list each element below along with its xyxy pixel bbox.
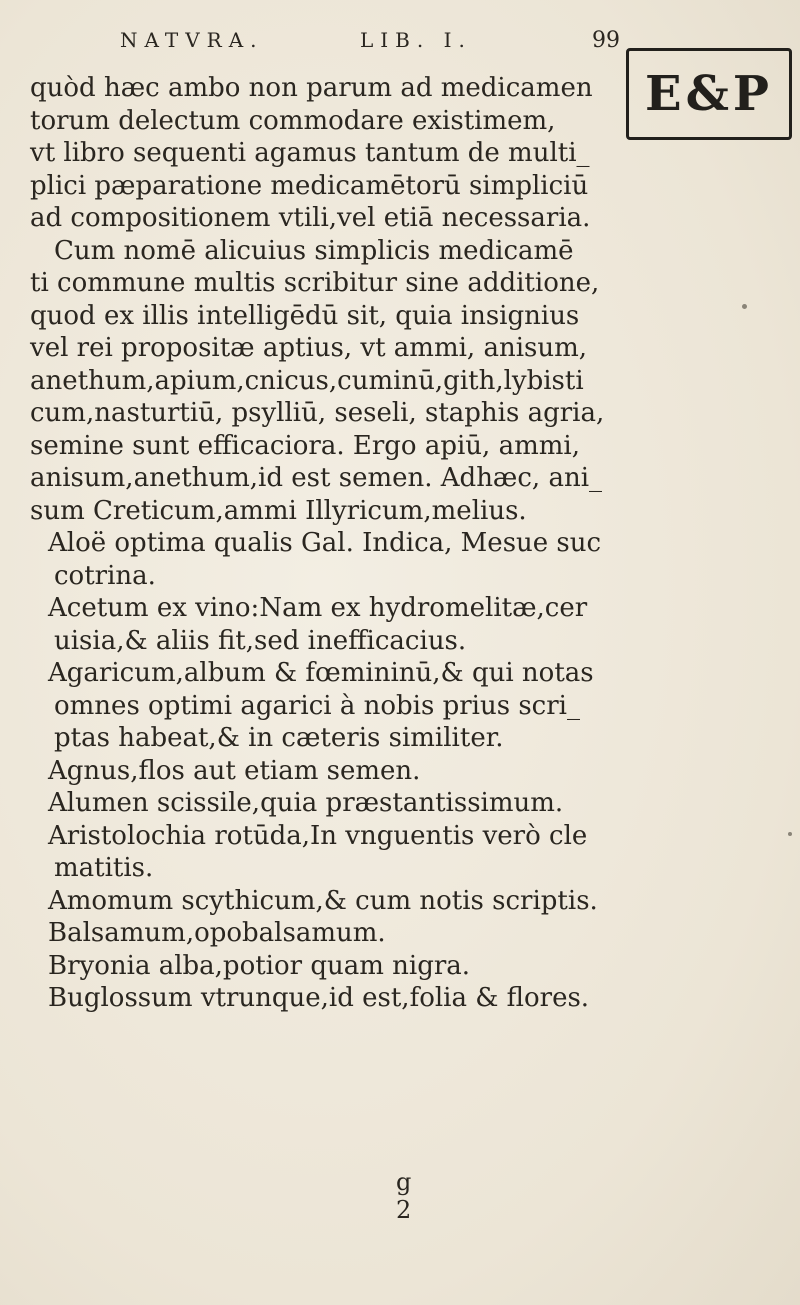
- ink-speck: [788, 832, 792, 836]
- entry-line: Buglossum vtrunque,id est,folia & flores.: [48, 983, 590, 1013]
- text-line: torum delectum commodare existimem,: [30, 105, 556, 136]
- text-line: plici pæparatione medicamētorū simpliciū: [30, 170, 589, 201]
- body-text: [30, 72, 630, 1015]
- text-line: anethum,apium,cnicus,cuminū,gith,lybisti: [30, 365, 584, 396]
- text-line: ad compositionem vtili,vel etiā necessaria.: [30, 203, 591, 233]
- entry-line: Amomum scythicum,& cum notis scriptis.: [48, 885, 598, 916]
- text-line: ti commune multis scribitur sine additione,: [30, 268, 600, 298]
- signature-mark: g 2: [396, 1168, 452, 1224]
- entry-line: Alumen scissile,quia præstantissimum.: [48, 788, 564, 818]
- stamp-text: E&P: [644, 66, 773, 122]
- entry-continuation: ptas habeat,& in cæteris similiter.: [54, 723, 504, 753]
- entry-continuation: cotrina.: [54, 560, 156, 591]
- folio-number: 99: [592, 28, 620, 53]
- library-stamp: [626, 48, 792, 140]
- entry-line: Aloë optima qualis Gal. Indica, Mesue suc: [48, 528, 602, 558]
- entry-line: Agnus,flos aut etiam semen.: [48, 755, 421, 786]
- entry-continuation: uisia,& aliis fit,sed inefficacius.: [54, 625, 467, 656]
- text-line: cum,nasturtiū, psylliū, seseli, staphis agria,: [30, 398, 605, 428]
- entry-line: Agaricum,album & fœmininū,& qui notas: [48, 658, 594, 688]
- text-line: quòd hæc ambo non parum ad medicamen: [30, 73, 593, 103]
- text-line: anisum,anethum,id est semen. Adhæc, ani_: [30, 463, 603, 493]
- text-line: vt libro sequenti agamus tantum de multi_: [30, 138, 590, 168]
- text-line: vel rei propositæ aptius, vt ammi, anisum,: [30, 333, 588, 363]
- ink-speck: [742, 304, 747, 309]
- entry-continuation: matitis.: [54, 853, 154, 883]
- entry-line: Bryonia alba,potior quam nigra.: [48, 950, 471, 981]
- text-line: semine sunt efficaciora. Ergo apiū, ammi,: [30, 430, 580, 461]
- entry-line: Balsamum,opobalsamum.: [48, 918, 386, 948]
- text-line: Cum nomē alicuius simplicis medicamē: [54, 235, 574, 266]
- text-line: quod ex illis intelligēdū sit, quia insignius: [30, 300, 580, 331]
- text-line: sum Creticum,ammi Illyricum,melius.: [30, 495, 527, 526]
- entry-continuation: omnes optimi agarici à nobis prius scri_: [54, 690, 580, 721]
- book-number: LIB. I.: [360, 28, 472, 52]
- entry-line: Aristolochia rotūda,In vnguentis verò cle: [48, 820, 588, 851]
- running-head: [120, 28, 620, 58]
- running-title: NATVRA.: [120, 28, 264, 52]
- entry-line: Acetum ex vino:Nam ex hydromelitæ,cer: [48, 593, 588, 623]
